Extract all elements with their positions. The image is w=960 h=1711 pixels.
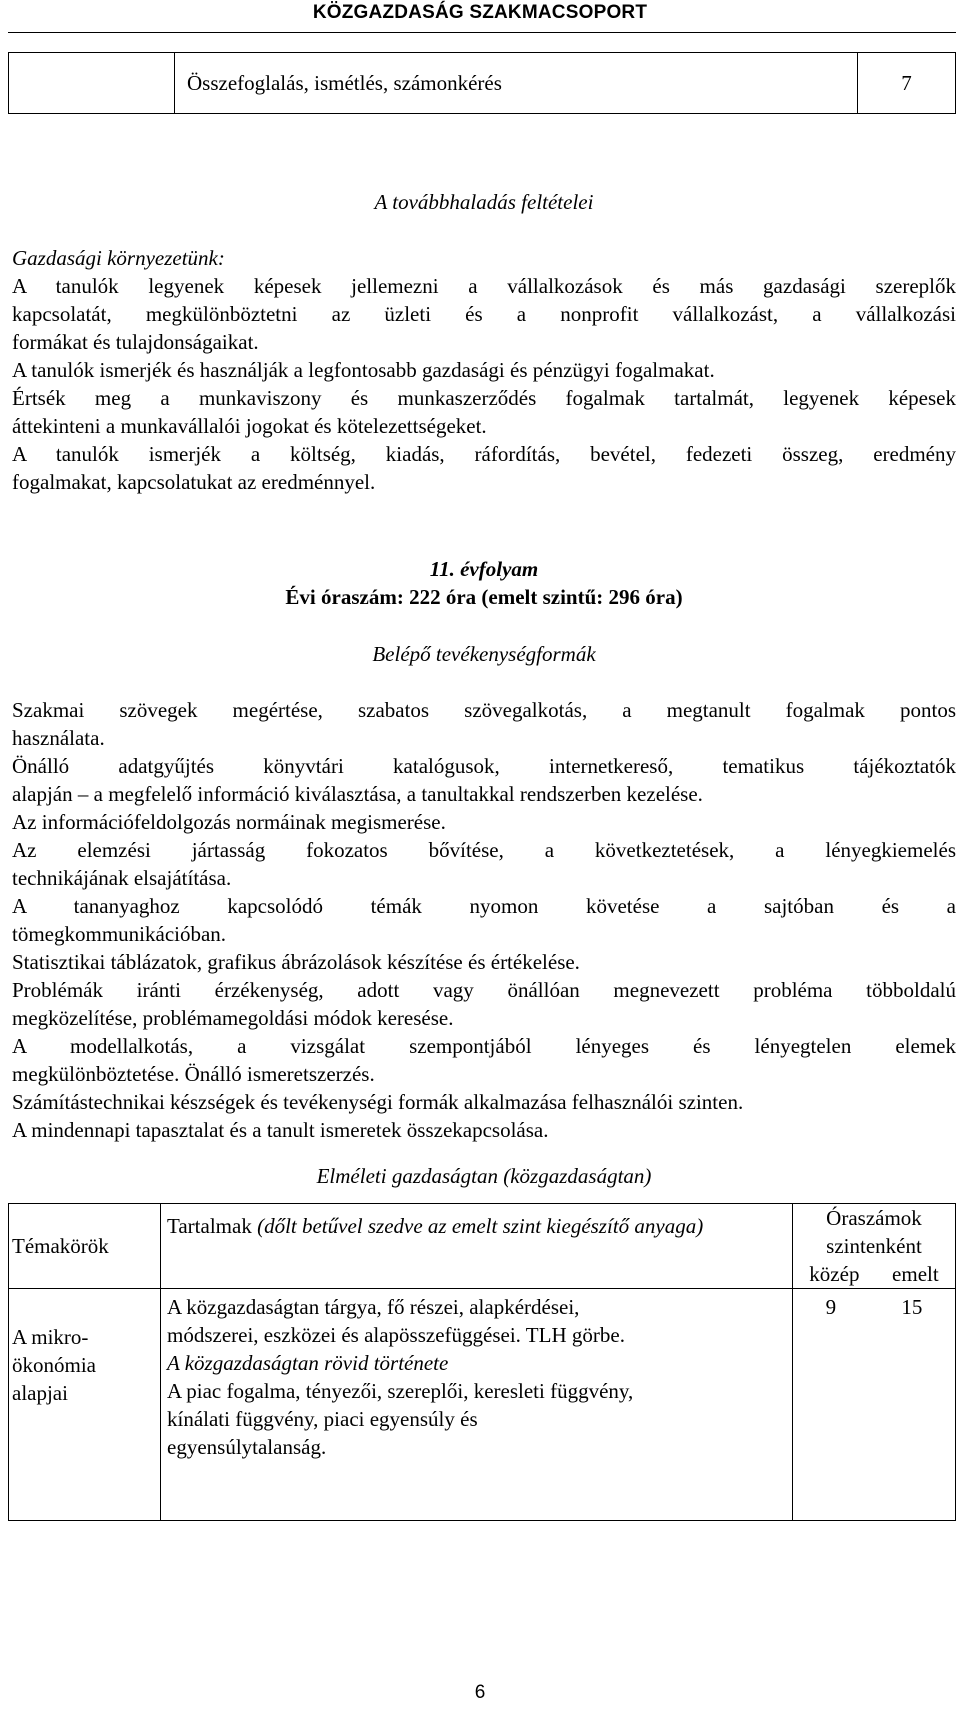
table-row (9, 53, 956, 114)
text-line: A tanulók ismerjék a költség, kiadás, ráfordítás, bevétel, fedezeti összeg, eredmény (12, 442, 956, 466)
page-number: 6 (474, 1682, 486, 1703)
text-line: megkülönböztetése. Önálló ismeretszerzés. (12, 1062, 375, 1086)
contents-header-label: Tartalmak (167, 1214, 258, 1238)
text-line: Az információfeldolgozás normáinak megismerése. (12, 810, 446, 834)
emelt-header: emelt (892, 1262, 939, 1286)
topic-cell (9, 1289, 161, 1521)
table-header-row (9, 1204, 956, 1289)
progress-heading: A továbbhaladás feltételei (374, 190, 594, 214)
grade-hours: Évi óraszám: 222 óra (emelt szintű: 296 óra) (285, 585, 683, 609)
text-line: kapcsolatát, megkülönböztetni az üzleti és a nonprofit vállalkozást, a vállalkozási (12, 302, 956, 326)
text-line: A modellalkotás, a vizsgálat szempontjából lényeges és lényegtelen elemek (12, 1034, 956, 1058)
text-line: áttekinteni a munkavállalói jogokat és kötelezettségeket. (12, 414, 487, 438)
progress-text (12, 272, 956, 496)
kozep-hours: 9 (825, 1295, 837, 1319)
activities-text (12, 696, 956, 1144)
content-line: kínálati függvény, piaci egyensúly és (167, 1407, 478, 1431)
topics-header: Témakörök (9, 1204, 161, 1289)
text-line: formákat és tulajdonságaikat. (12, 330, 259, 354)
hours-values (793, 1293, 955, 1321)
activities-heading: Belépő tevékenységformák (372, 642, 596, 666)
subject-title: Elméleti gazdaságtan (közgazdaságtan) (316, 1164, 652, 1188)
curriculum-table (8, 1203, 956, 1521)
summary-table (8, 52, 956, 114)
table-row (9, 1289, 956, 1521)
text-line: alapján – a megfelelő információ kiválasztása, a tanultakkal rendszerben kezelése. (12, 782, 703, 806)
hours-cell (793, 1289, 956, 1521)
hours-header (793, 1204, 956, 1289)
contents-header (161, 1204, 793, 1289)
grade-title: 11. évfolyam (429, 557, 539, 581)
content-line: A piac fogalma, tényezői, szereplői, keresleti függvény, (167, 1379, 634, 1403)
contents-header-note: (dőlt betűvel szedve az emelt szint kiegészítő anyaga) (257, 1214, 704, 1238)
content-line: A közgazdaságtan tárgya, fő részei, alapkérdései, (167, 1295, 580, 1319)
text-line: Szakmai szövegek megértése, szabatos szövegalkotás, a megtanult fogalmak pontos (12, 698, 956, 722)
text-line: Számítástechnikai készségek és tevékenységi formák alkalmazása felhasználói szinten. (12, 1090, 744, 1114)
text-line: használata. (12, 726, 105, 750)
hours-cell: 7 (858, 53, 956, 114)
empty-topic-cell (9, 53, 175, 114)
text-line: A tananyaghoz kapcsolódó témák nyomon követése a sajtóban és a (12, 894, 956, 918)
text-line: Értsék meg a munkaviszony és munkaszerződés fogalmak tartalmát, legyenek képesek (12, 386, 956, 410)
emelt-hours: 15 (901, 1295, 923, 1319)
hours-subheader (793, 1260, 955, 1288)
topic-line: ökonómia (12, 1353, 96, 1377)
text-line: A tanulók ismerjék és használják a legfontosabb gazdasági és pénzügyi fogalmakat. (12, 358, 715, 382)
kozep-header: közép (809, 1262, 860, 1286)
text-line: megközelítése, problémamegoldási módok keresése. (12, 1006, 454, 1030)
text-line: Önálló adatgyűjtés könyvtári katalógusok, internetkereső, tematikus tájékoztatók (12, 754, 956, 778)
header-rule (8, 32, 956, 33)
text-line: tömegkommunikációban. (12, 922, 227, 946)
progress-subheading: Gazdasági környezetünk: (12, 246, 225, 270)
hours-header-label: Óraszámok szintenként (826, 1206, 922, 1258)
text-line: Problémák iránti érzékenység, adott vagy önállóan megnevezett probléma többoldalú (12, 978, 956, 1002)
content-line: egyensúlytalanság. (167, 1435, 327, 1459)
content-line: A közgazdaságtan rövid története (167, 1351, 449, 1375)
text-line: Statisztikai táblázatok, grafikus ábrázolások készítése és értékelése. (12, 950, 580, 974)
page-header: KÖZGAZDASÁG SZAKMACSOPORT (312, 2, 648, 23)
topic-line: A mikro- (12, 1325, 89, 1349)
content-line: módszerei, eszközei és alapösszefüggései. TLH görbe. (167, 1323, 625, 1347)
text-line: A mindennapi tapasztalat és a tanult ismeretek összekapcsolása. (12, 1118, 549, 1142)
text-line: technikájának elsajátítása. (12, 866, 232, 890)
contents-cell (161, 1289, 793, 1521)
topic-cell: Összefoglalás, ismétlés, számonkérés (175, 53, 858, 114)
text-line: Az elemzési jártasság fokozatos bővítése, a következtetések, a lényegkiemelés (12, 838, 956, 862)
text-line: fogalmakat, kapcsolatukat az eredménnyel. (12, 470, 376, 494)
topic-line: alapjai (12, 1381, 68, 1405)
text-line: A tanulók legyenek képesek jellemezni a vállalkozások és más gazdasági szereplők (12, 274, 956, 298)
